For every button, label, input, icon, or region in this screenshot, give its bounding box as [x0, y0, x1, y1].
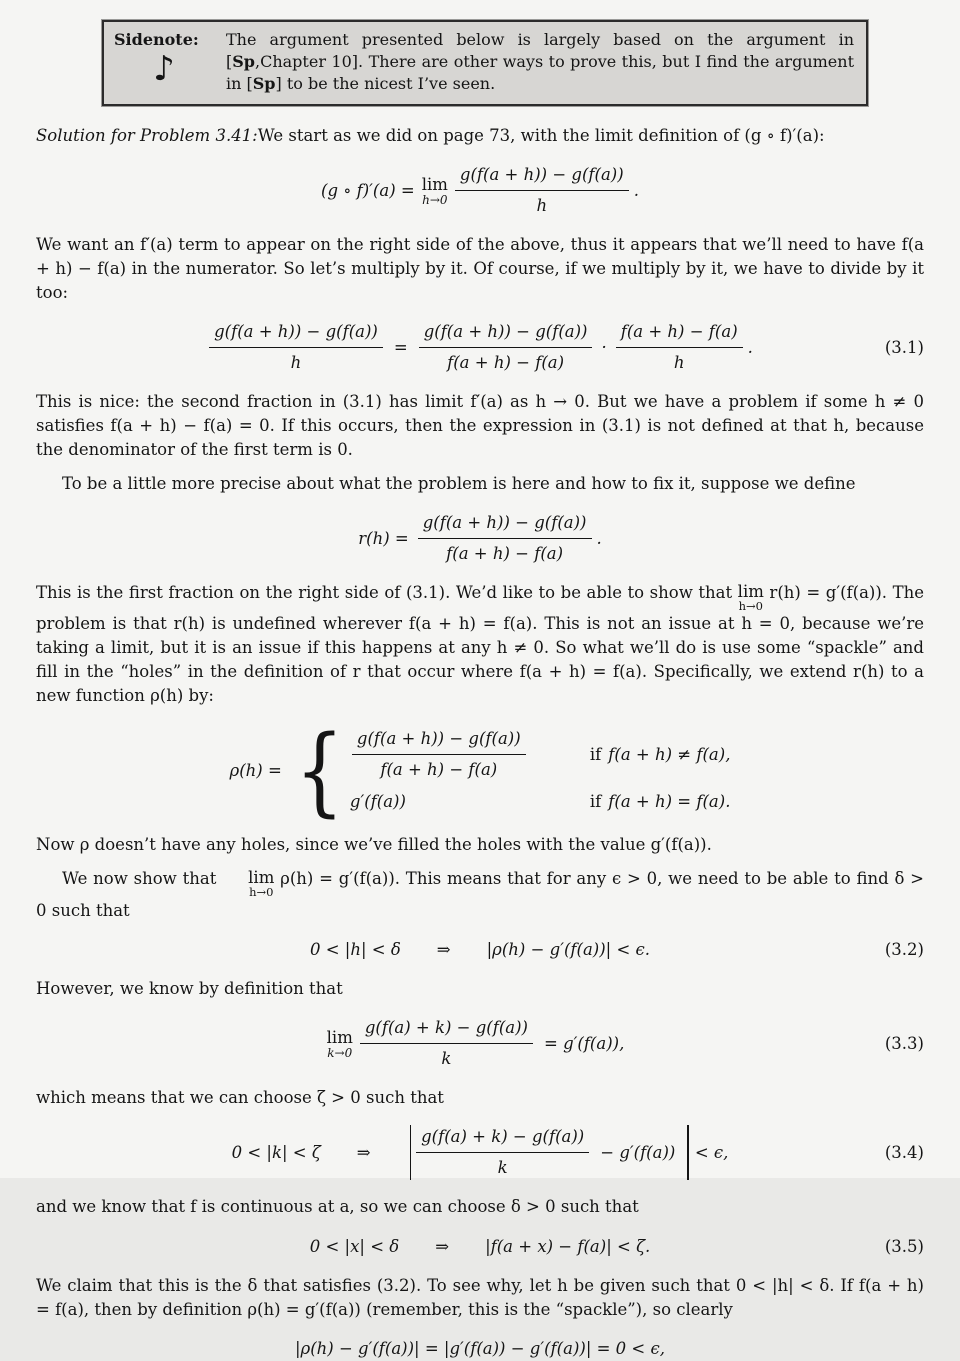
- equation-left: 0 < |k| < ζ: [231, 1142, 321, 1162]
- equation-lhs: r(h) =: [358, 528, 409, 548]
- piecewise-cases: [350, 723, 731, 818]
- paragraph-multiply: We want an f′(a) term to appear on the right side of the above, thus it appears that we’ll need to have f(a + h) − f(a) in the numerator. So let’s multiply by it. Of course, if we multiply by it, we have to divide by it too:: [36, 235, 924, 302]
- multiplication-dot: ·: [601, 337, 607, 357]
- equation-line: [295, 1337, 665, 1361]
- equation-tag: (3.4): [884, 1142, 924, 1162]
- equation-3-4: [36, 1125, 924, 1180]
- sidenote-text-part: ,Chapter 10]. There are other ways to prove this, but I find the argument in [: [226, 52, 854, 93]
- fraction-denominator: k: [360, 1043, 533, 1071]
- fraction: [419, 320, 593, 375]
- fraction-numerator: g(f(a + h)) − g(f(a)): [422, 513, 587, 532]
- abs-bar: [410, 1125, 412, 1180]
- equation-lhs: ρ(h) =: [229, 760, 282, 780]
- sidenote-label: Sidenote:: [114, 30, 199, 49]
- equation-3-1: [36, 320, 924, 375]
- paragraph-no-holes: Now ρ doesn’t have any holes, since we’ve filled the holes with the value g′(f(a)).: [36, 835, 712, 855]
- equation-tag: (3.3): [884, 1033, 924, 1053]
- implies-arrow: ⇒: [356, 1142, 371, 1162]
- fraction-numerator: g(f(a + h)) − g(f(a)): [423, 322, 588, 341]
- fraction-denominator: f(a + h) − f(a): [419, 347, 593, 375]
- solution-intro-text: We start as we did on page 73, with the limit definition of (g ∘ f)′(a):: [257, 126, 825, 145]
- absolute-value-group: [407, 1125, 692, 1180]
- fraction: [455, 163, 629, 218]
- paragraph-text: ρ(h) = g′(f(a)). This means that for any ϵ > 0, we need to be able to find δ > 0 such that: [36, 869, 925, 920]
- fraction-denominator: k: [416, 1152, 589, 1180]
- abs-bar: [687, 1125, 689, 1180]
- fraction-numerator: g(f(a + h)) − g(f(a)): [214, 322, 378, 341]
- implies-arrow: ⇒: [436, 940, 451, 960]
- equation-right: |f(a + x) − f(a)| < ζ.: [485, 1236, 651, 1256]
- equation-rho-def: [36, 714, 924, 827]
- fraction: [616, 320, 743, 375]
- equation-line: [327, 1016, 634, 1071]
- equation-right: |ρ(h) − g′(f(a))| < ϵ.: [486, 940, 651, 960]
- fraction: [352, 727, 526, 782]
- equation-tag: (3.5): [884, 1236, 924, 1256]
- fraction-numerator: g(f(a) + k) − g(f(a)): [364, 1018, 528, 1038]
- limit-block: lim h→0: [421, 174, 448, 207]
- limit-block: lim k→0: [326, 1027, 353, 1060]
- fraction-numerator: g(f(a + h)) − g(f(a)): [459, 165, 624, 184]
- equation-tag: (3.2): [884, 940, 924, 959]
- fraction-numerator: g(f(a) + k) − g(f(a)): [421, 1127, 585, 1147]
- sidenote-label-column: [114, 29, 214, 95]
- paragraph-precise: To be a little more precise about what the problem is here and how to fix it, suppose we define: [62, 474, 856, 493]
- equation-tail: .: [596, 528, 602, 548]
- equation-tail: .: [747, 337, 753, 357]
- fraction: [418, 511, 592, 566]
- sidenote-text-part: ] to be the nicest I’ve seen.: [275, 74, 496, 93]
- fraction: [209, 320, 383, 375]
- equation-tail: .: [633, 180, 639, 200]
- equation-3-5: [36, 1234, 924, 1259]
- case-row: [350, 790, 731, 814]
- equation-lhs: (g ∘ f)′(a) =: [321, 180, 415, 200]
- fraction-denominator: h: [209, 347, 383, 375]
- paragraph-we-show: [36, 867, 924, 922]
- equation-line: [310, 938, 650, 962]
- fraction-numerator: f(a + h) − f(a): [620, 322, 738, 341]
- paragraph-claim: We claim that this is the δ that satisfies (3.2). To see why, let h be given such that 0 < |h| < δ. If f(a + h) = f(a), then by definition ρ(h) = g′(f(a)) (remember, this is the “spackle”), so clearly: [36, 1275, 924, 1319]
- equation-r-def: [36, 511, 924, 566]
- equation-line: [321, 163, 639, 218]
- case-value: g′(f(a)): [349, 792, 406, 812]
- paragraph-choose-zeta: which means that we can choose ζ > 0 such that: [36, 1088, 444, 1108]
- case-value: [350, 727, 590, 782]
- paragraph-solution-intro: [36, 124, 924, 148]
- fraction: [416, 1125, 589, 1180]
- equation-left: 0 < |x| < δ: [309, 1236, 400, 1256]
- paragraph-text: r(h) = g′(f(a)). The problem is that r(h) is undefined wherever f(a + h) = f(a). This is not an issue at h = 0, because we’re taking a limit, but it is an issue if this happens at any h ≠ 0. So what we’ll do is use some “spackle” and fill in the “holes” in the definition of r that occur where f(a + h) = f(a). Specifically, we extend r(h) to a new function ρ(h) by:: [36, 583, 924, 706]
- fraction-denominator: f(a + h) − f(a): [352, 754, 526, 782]
- implies-arrow: ⇒: [435, 1236, 450, 1256]
- paragraph-continuous: and we know that f is continuous at a, so we can choose δ > 0 such that: [36, 1197, 639, 1217]
- equation-line: [358, 511, 602, 566]
- paragraph-text: This is the first fraction on the right side of (3.1). We’d like to be able to show that: [36, 583, 738, 602]
- equation-final: [36, 1337, 924, 1361]
- equation-3-3: [36, 1016, 924, 1071]
- equation-body: |ρ(h) − g′(f(a))| = |g′(f(a)) − g′(f(a))| = 0 < ϵ,: [294, 1339, 665, 1359]
- equation-line: ρ(h) = { $\frac{g(f(a + h)) - g(f(a))}{f(a + h) - f(a)}$ if f(a + h) ≠ f(a), g′(f(a)) if f(a + h) = f(a).: [229, 714, 731, 827]
- case-condition: if f(a + h) ≠ f(a),: [589, 744, 731, 764]
- equation-line: [310, 1235, 651, 1259]
- paragraph-text: We now show that: [62, 869, 223, 889]
- equation-subtraction: − g′(f(a)): [600, 1142, 676, 1162]
- equation-rhs: < ϵ,: [694, 1142, 729, 1162]
- equation-3-2: [36, 938, 924, 963]
- solution-lead: Solution for Problem 3.41:: [36, 126, 258, 145]
- equals-sign: =: [393, 337, 408, 357]
- fraction-denominator: h: [616, 347, 743, 375]
- case-row: [350, 727, 731, 782]
- case-condition: if f(a + h) = f(a).: [589, 792, 731, 812]
- citation-sp: Sp: [232, 52, 255, 71]
- equation-line: [207, 320, 753, 375]
- inline-limit: lim h→0: [737, 581, 764, 613]
- sidenote-box: [102, 20, 868, 106]
- equation-left: 0 < |h| < δ: [309, 940, 401, 960]
- citation-sp: Sp: [252, 74, 276, 93]
- paragraph-first-fraction: [36, 581, 924, 708]
- sidenote-text: [226, 29, 854, 95]
- equation-limit-definition: [36, 163, 924, 218]
- music-note-icon: ♪: [153, 49, 175, 89]
- equation-tag: (3.1): [884, 337, 924, 357]
- sidenote-text-part: The argument presented below is largely based on the argument in [: [226, 30, 854, 71]
- equation-line: [232, 1125, 729, 1180]
- inline-limit: lim h→0: [248, 867, 275, 900]
- paragraph-however: However, we know by definition that: [36, 979, 343, 999]
- fraction-denominator: h: [455, 190, 629, 218]
- equation-rhs: = g′(f(a)),: [544, 1033, 625, 1053]
- fraction: [360, 1016, 533, 1071]
- paragraph-nice: This is nice: the second fraction in (3.1) has limit f′(a) as h → 0. But we have a problem if some h ≠ 0 satisfies f(a + h) − f(a) = 0. If this occurs, then the expression in (3.1) is not defined at that h, because the denominator of the first term is 0.: [36, 392, 924, 459]
- fraction-denominator: f(a + h) − f(a): [418, 538, 592, 566]
- fraction-numerator: g(f(a + h)) − g(f(a)): [356, 729, 521, 749]
